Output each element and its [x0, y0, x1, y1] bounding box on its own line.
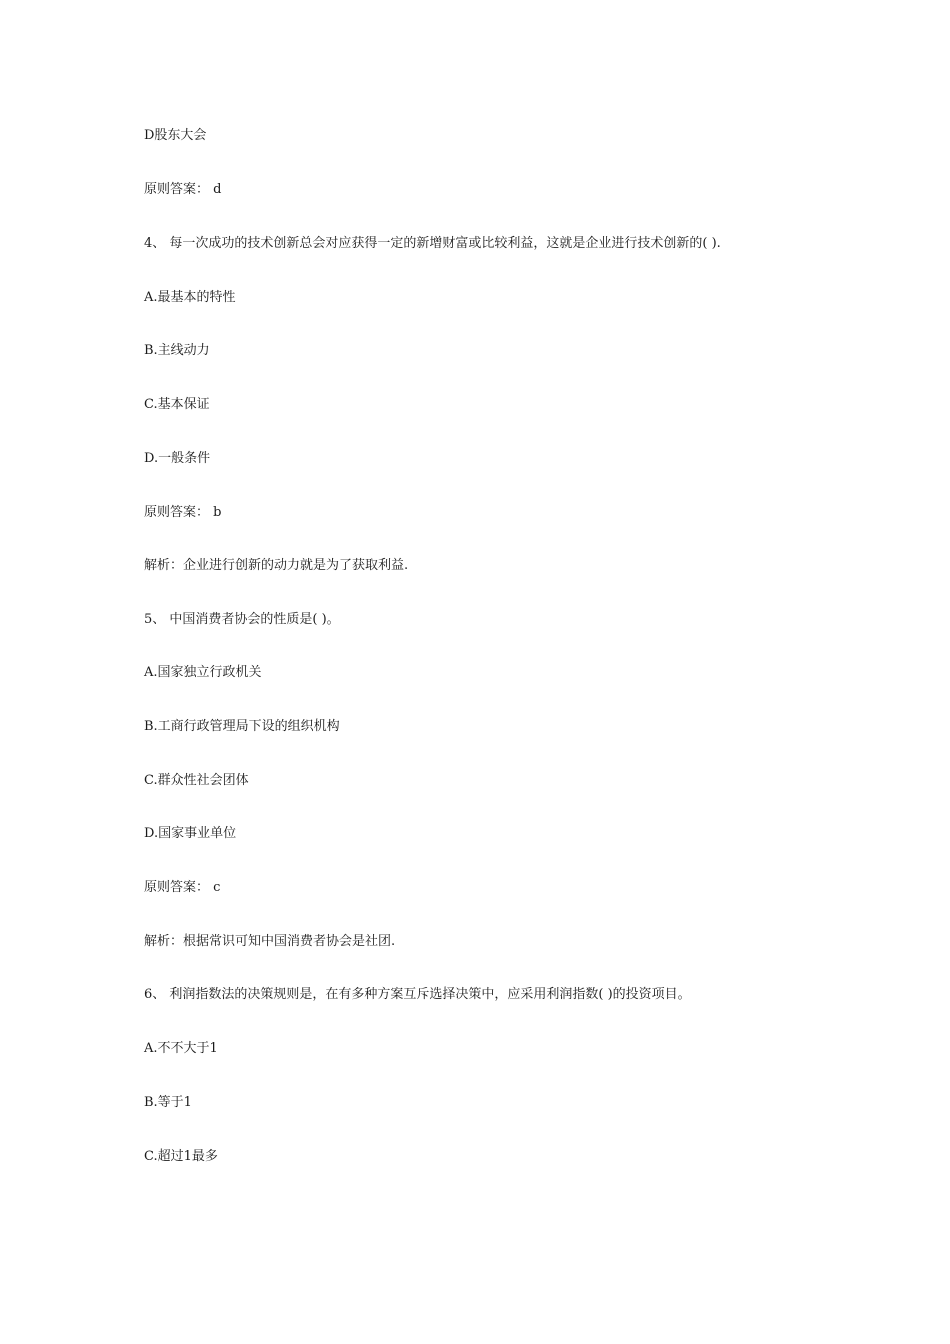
question-4: 4、 每一次成功的技术创新总会对应获得一定的新增财富或比较利益，这就是企业进行技术创新的( ).	[144, 236, 721, 251]
q4-option-c: C.基本保证	[144, 397, 210, 412]
answer-q4: 原则答案： b	[144, 505, 222, 520]
question-5: 5、 中国消费者协会的性质是( )。	[144, 612, 340, 627]
q6-option-a: A.不不大于1	[144, 1041, 218, 1056]
q6-option-c: C.超过1最多	[144, 1149, 218, 1164]
q4-option-d: D.一般条件	[144, 451, 211, 466]
q6-option-b: B.等于1	[144, 1095, 192, 1110]
q5-option-b: B.工商行政管理局下设的组织机构	[144, 719, 340, 734]
answer-q5: 原则答案： c	[144, 880, 221, 895]
q5-option-a: A.国家独立行政机关	[144, 665, 262, 680]
q5-option-c: C.群众性社会团体	[144, 773, 249, 788]
answer-q3: 原则答案： d	[144, 182, 222, 197]
q5-option-d: D.国家事业单位	[144, 826, 237, 841]
explanation-q5: 解析：根据常识可知中国消费者协会是社团.	[144, 934, 396, 949]
q4-option-a: A.最基本的特性	[144, 290, 236, 305]
explanation-q4: 解析：企业进行创新的动力就是为了获取利益.	[144, 558, 409, 573]
option-d-shareholders-meeting: D股东大会	[144, 128, 207, 143]
q4-option-b: B.主线动力	[144, 343, 210, 358]
question-6: 6、 利润指数法的决策规则是，在有多种方案互斥选择决策中，应采用利润指数( )的投资项目。	[144, 987, 691, 1002]
